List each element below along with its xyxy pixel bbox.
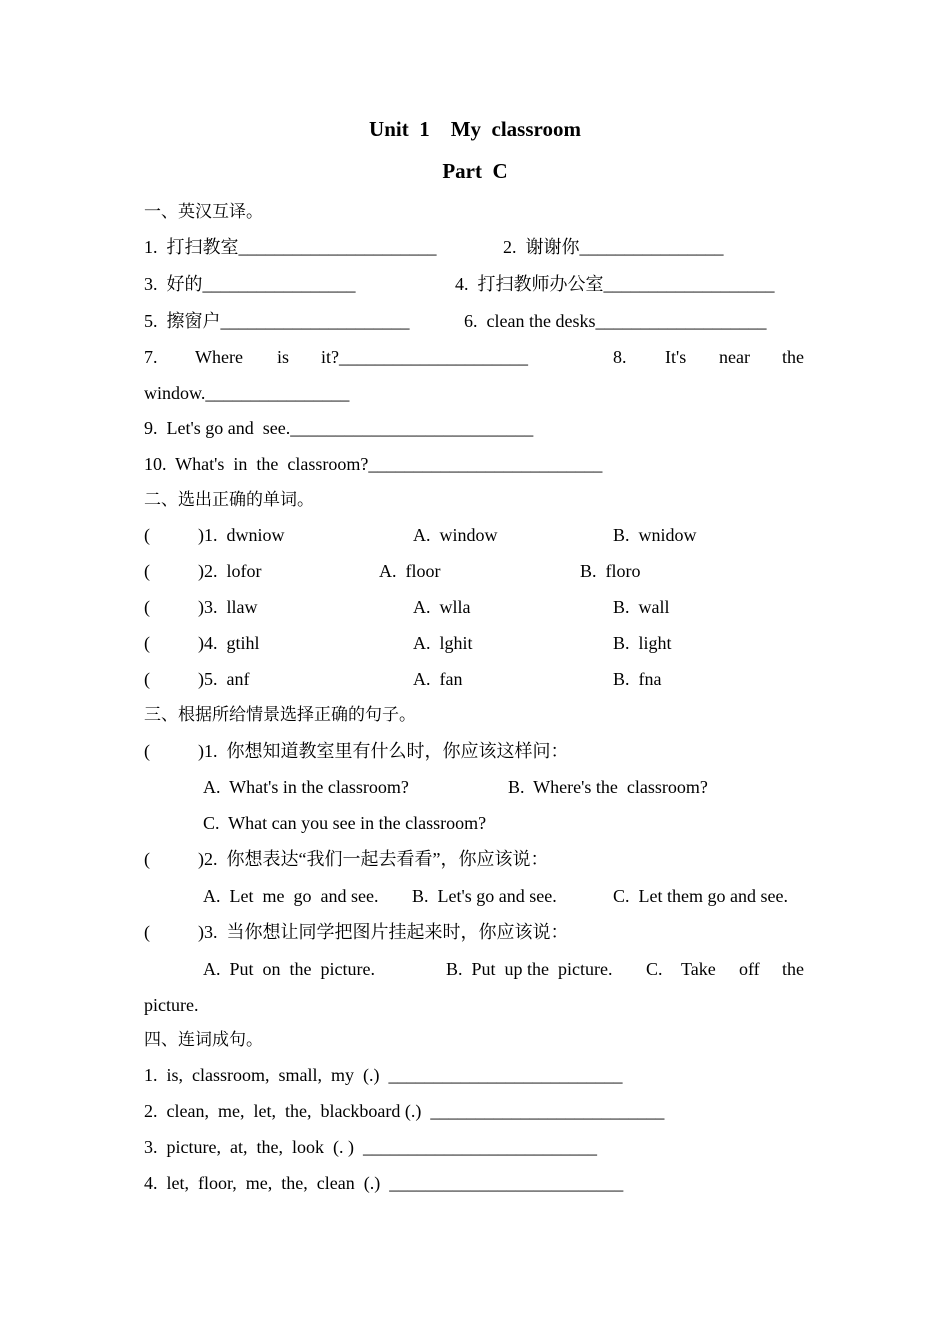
s1-item1: 1. 打扫教室______________________ — [144, 237, 437, 257]
s3-q2-option-a: A. Let me go and see. — [203, 886, 379, 906]
s3-q2-question: )2. 你想表达“我们一起去看看”，你应该说： — [198, 849, 549, 869]
s1-item2: 2. 谢谢你________________ — [503, 237, 724, 257]
s3-q3-option-c-label: C. — [646, 959, 663, 979]
s1-item7-word1: Where — [195, 347, 243, 367]
s2-row3-option-b: B. wall — [613, 597, 670, 617]
s1-item8-num: 8. — [613, 347, 627, 367]
section3-heading: 三、根据所给情景选择正确的句子。 — [144, 705, 416, 725]
s3-q3-option-b: B. Put up the picture. — [446, 959, 613, 979]
s3-q3-option-c-word2: off — [739, 959, 760, 979]
s1-item4: 4. 打扫教师办公室___________________ — [455, 274, 775, 294]
s1-item3: 3. 好的_________________ — [144, 274, 356, 294]
s1-item8-word2: near — [719, 347, 750, 367]
s3-q3-paren: ( — [144, 922, 150, 942]
s2-row1-option-a: A. window — [413, 525, 498, 545]
s4-item2: 2. clean, me, let, the, blackboard (.) __________________________ — [144, 1101, 665, 1121]
s4-item4: 4. let, floor, me, the, clean (.) __________________________ — [144, 1173, 624, 1193]
s3-q3-option-c-cont: picture. — [144, 995, 199, 1015]
s1-item7-word3: it?_____________________ — [321, 347, 528, 367]
s2-row2-option-a: A. floor — [379, 561, 441, 581]
s1-item6: 6. clean the desks___________________ — [464, 311, 767, 331]
s2-row4-question: )4. gtihl — [198, 633, 260, 653]
s3-q3-option-c-word1: Take — [681, 959, 716, 979]
s1-item5: 5. 擦窗户_____________________ — [144, 311, 410, 331]
section2-heading: 二、选出正确的单词。 — [144, 490, 314, 510]
s3-q1-question: )1. 你想知道教室里有什么时，你应该这样问： — [198, 741, 569, 761]
s2-row4-option-a: A. lghit — [413, 633, 473, 653]
s3-q3-option-c-word3: the — [782, 959, 804, 979]
s1-item8-word3: the — [782, 347, 804, 367]
s3-q1-option-c: C. What can you see in the classroom? — [203, 813, 487, 833]
s3-q1-option-a: A. What's in the classroom? — [203, 777, 409, 797]
s2-row3-question: )3. llaw — [198, 597, 258, 617]
s2-row1-option-b: B. wnidow — [613, 525, 697, 545]
s3-q2-option-c: C. Let them go and see. — [613, 886, 788, 906]
s2-row3-paren: ( — [144, 597, 150, 617]
s3-q3-option-a: A. Put on the picture. — [203, 959, 375, 979]
s2-row4-option-b: B. light — [613, 633, 672, 653]
page-title: Unit 1 My classroom — [369, 117, 581, 141]
s3-q3-question: )3. 当你想让同学把图片挂起来时，你应该说： — [198, 922, 569, 942]
s2-row5-paren: ( — [144, 669, 150, 689]
s1-item10: 10. What's in the classroom?__________________________ — [144, 454, 603, 474]
s2-row5-question: )5. anf — [198, 669, 250, 689]
section1-heading: 一、英汉互译。 — [144, 202, 263, 222]
page-subtitle: Part C — [442, 159, 508, 183]
s4-item1: 1. is, classroom, small, my (.) __________________________ — [144, 1065, 623, 1085]
s1-item8-cont: window.________________ — [144, 383, 350, 403]
s4-item3: 3. picture, at, the, look (. ) __________________________ — [144, 1137, 597, 1157]
s2-row1-paren: ( — [144, 525, 150, 545]
s1-item7-num: 7. — [144, 347, 158, 367]
s1-item8-word1: It's — [665, 347, 687, 367]
s2-row5-option-a: A. fan — [413, 669, 463, 689]
s3-q1-option-b: B. Where's the classroom? — [508, 777, 708, 797]
s3-q2-paren: ( — [144, 849, 150, 869]
s2-row5-option-b: B. fna — [613, 669, 662, 689]
s1-item7-word2: is — [277, 347, 290, 367]
s2-row2-question: )2. lofor — [198, 561, 262, 581]
s2-row3-option-a: A. wlla — [413, 597, 471, 617]
s2-row2-paren: ( — [144, 561, 150, 581]
section4-heading: 四、连词成句。 — [144, 1030, 263, 1050]
s3-q1-paren: ( — [144, 741, 150, 761]
s2-row4-paren: ( — [144, 633, 150, 653]
s2-row1-question: )1. dwniow — [198, 525, 285, 545]
s2-row2-option-b: B. floro — [580, 561, 641, 581]
s3-q2-option-b: B. Let's go and see. — [412, 886, 557, 906]
s1-item9: 9. Let's go and see.___________________________ — [144, 418, 534, 438]
